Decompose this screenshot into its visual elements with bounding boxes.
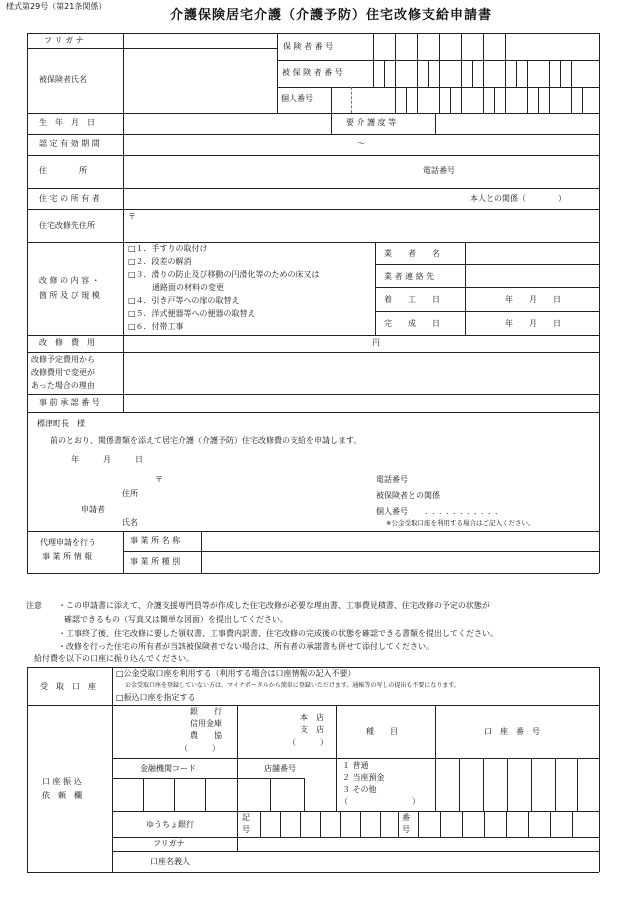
bank-type-agri: 農 協: [190, 731, 222, 740]
valid-period-label: 認 定 有 効 期 間: [39, 139, 100, 148]
yucho-bank-label: ゆうちょ銀行: [146, 820, 194, 829]
branch-paren: （ ）: [288, 738, 328, 747]
renovation-label-2: 箇 所 及 び 規 模: [39, 291, 100, 300]
note-line: ・工事終了後、住宅改修に要した領収書、工事費内訳書、住宅改修の完成後の状態を確認できる書類を提出してください。: [58, 629, 498, 638]
branch-type-branch: 支 店: [300, 725, 324, 734]
renovation-item: 通路面の材料の変更: [128, 283, 224, 292]
transfer-label-1: 口 座 振 込: [42, 777, 82, 786]
applicant-personal-number-label: 個人番号: [376, 507, 408, 516]
account-holder-label: 口座名義人: [150, 857, 190, 866]
bank-paren: （ ）: [180, 744, 220, 753]
account-kind-label: 種 目: [366, 727, 398, 736]
addressee: 標津町長 様: [37, 419, 85, 428]
owner-label: 住 宅 の 所 有 者: [39, 194, 100, 203]
bank-type-bank: 銀 行: [190, 707, 222, 716]
account-kind-other-paren: （ ）: [340, 797, 420, 806]
account-number-label: 口 座 番 号: [484, 727, 540, 736]
approval-number-label: 事 前 承 認 番 号: [39, 398, 100, 407]
renovation-label-1: 改 修 の 内 容 ・: [39, 276, 100, 285]
account-kind-option[interactable]: ３ その他: [342, 785, 377, 794]
yucho-symbol-label-1: 記: [242, 813, 250, 822]
designate-account-checkbox[interactable]: □振込口座を指定する: [116, 693, 196, 702]
renovation-item[interactable]: □４．引き戸等への扉の取替え: [128, 296, 240, 305]
note-line: 確認できるもの（写真又は簡単な図面）を提出してください。: [64, 615, 288, 624]
account-kind-option[interactable]: １ 普通: [342, 761, 369, 770]
furigana-label: フ リ ガ ナ: [44, 36, 84, 45]
renovation-item[interactable]: □６．付帯工事: [128, 322, 184, 331]
yen-unit: 円: [372, 338, 380, 347]
postal-mark: 〒: [128, 212, 136, 221]
care-level-label: 要 介 護 度 等: [346, 118, 397, 127]
office-type-label: 事 業 所 種 別: [130, 557, 181, 566]
agent-label-1: 代理申請を行う: [40, 538, 96, 547]
change-reason-label-2: 改修費用で変更が: [31, 368, 95, 377]
insurer-number-label: 保 険 者 番 号: [283, 42, 334, 51]
note-line: ・この申請書に添えて、介護支援専門員等が作成した住宅改修が必要な理由書、工事費見積書、住宅改修の予定の状態が: [58, 601, 490, 610]
receive-account-label: 受 取 口 座: [40, 682, 96, 691]
finish-date-label: 完 成 日: [384, 319, 440, 328]
relation-label: 本人との関係（ ）: [470, 194, 566, 203]
institution-code-label: 金融機関コード: [140, 764, 196, 773]
renovation-address-label: 住宅改修先住所: [39, 221, 95, 230]
yucho-number-label-2: 号: [402, 825, 410, 834]
insured-number-label: 被 保 険 者 番 号: [282, 68, 343, 77]
applicant-phone-label: 電話番号: [376, 475, 408, 484]
notes-lead: 注意: [26, 601, 42, 610]
start-date-ymd: 年 月 日: [505, 295, 561, 304]
applicant-name-label: 氏名: [122, 518, 138, 527]
application-date: 年 月 日: [71, 455, 143, 464]
applicant-relation-label: 被保険者との関係: [376, 491, 440, 500]
address-label: 住 所: [39, 166, 87, 175]
phone-label: 電話番号: [423, 166, 455, 175]
application-statement: 前のとおり、関係書類を添えて居宅介護（介護予防）住宅改修費の支給を申請します。: [50, 436, 362, 445]
renovation-item[interactable]: □５．洋式便器等への便器の取替え: [128, 309, 256, 318]
insured-name-label: 被保険者氏名: [39, 75, 87, 84]
renovation-item[interactable]: □２．段差の解消: [128, 257, 192, 266]
transfer-label-2: 依 頼 欄: [42, 791, 82, 800]
start-date-label: 着 工 日: [384, 295, 440, 304]
branch-type-head: 本 店: [300, 713, 324, 722]
contractor-label: 業 者 名: [384, 249, 440, 258]
contractor-contact-label: 業 者 連 絡 先: [384, 272, 435, 281]
public-account-note: ※公金受取口座を利用する場合はご記入ください。: [386, 519, 535, 527]
applicant-address-label: 住所: [122, 489, 138, 498]
change-reason-label-3: あった場合の理由: [31, 381, 95, 390]
form-number: 様式第29号（第21条関係）: [6, 2, 107, 11]
birthdate-label: 生 年 月 日: [39, 118, 95, 127]
public-account-info: 公金受取口座を登録していない方は、マイナポータルから簡単に登録いただけます。通帳等の写しの提出も不要になります。: [125, 682, 460, 689]
account-kind-option[interactable]: ２ 当座預金: [342, 773, 385, 782]
cost-label: 改 修 費 用: [39, 338, 95, 347]
bank-type-credit: 信用金庫: [190, 719, 222, 728]
agent-label-2: 事 業 所 情 報: [42, 552, 93, 561]
branch-number-label: 店舗番号: [264, 764, 296, 773]
note-line: ・改修を行った住宅の所有者が当該被保険者でない場合は、所有者の承諾書も併せて添付してください。: [58, 642, 434, 651]
yucho-number-label-1: 番: [402, 813, 410, 822]
renovation-item[interactable]: □３．滑りの防止及び移動の円滑化等のための床又は: [128, 270, 320, 279]
personal-number-dots: ．．．．．．．．．．．: [425, 507, 506, 516]
applicant-label: 申請者: [81, 505, 105, 514]
finish-date-ymd: 年 月 日: [505, 319, 561, 328]
renovation-item[interactable]: □１．手すりの取付け: [128, 244, 208, 253]
change-reason-label-1: 改修予定費用から: [31, 355, 95, 364]
page-title: 介護保険居宅介護（介護予防）住宅改修支給申請書: [170, 8, 493, 23]
holder-furigana-label: フリガナ: [153, 839, 185, 848]
public-account-checkbox[interactable]: □公金受取口座を利用する（利用する場合は口座情報の記入不要）: [116, 669, 356, 678]
transfer-instruction: 給付費を以下の口座に振り込んでください。: [34, 654, 194, 663]
office-name-label: 事 業 所 名 称: [130, 536, 181, 545]
applicant-postal-mark: 〒: [155, 475, 163, 484]
valid-period-separator: ～: [357, 139, 365, 148]
yucho-symbol-label-2: 号: [242, 825, 250, 834]
personal-number-label: 個人番号: [281, 94, 313, 103]
